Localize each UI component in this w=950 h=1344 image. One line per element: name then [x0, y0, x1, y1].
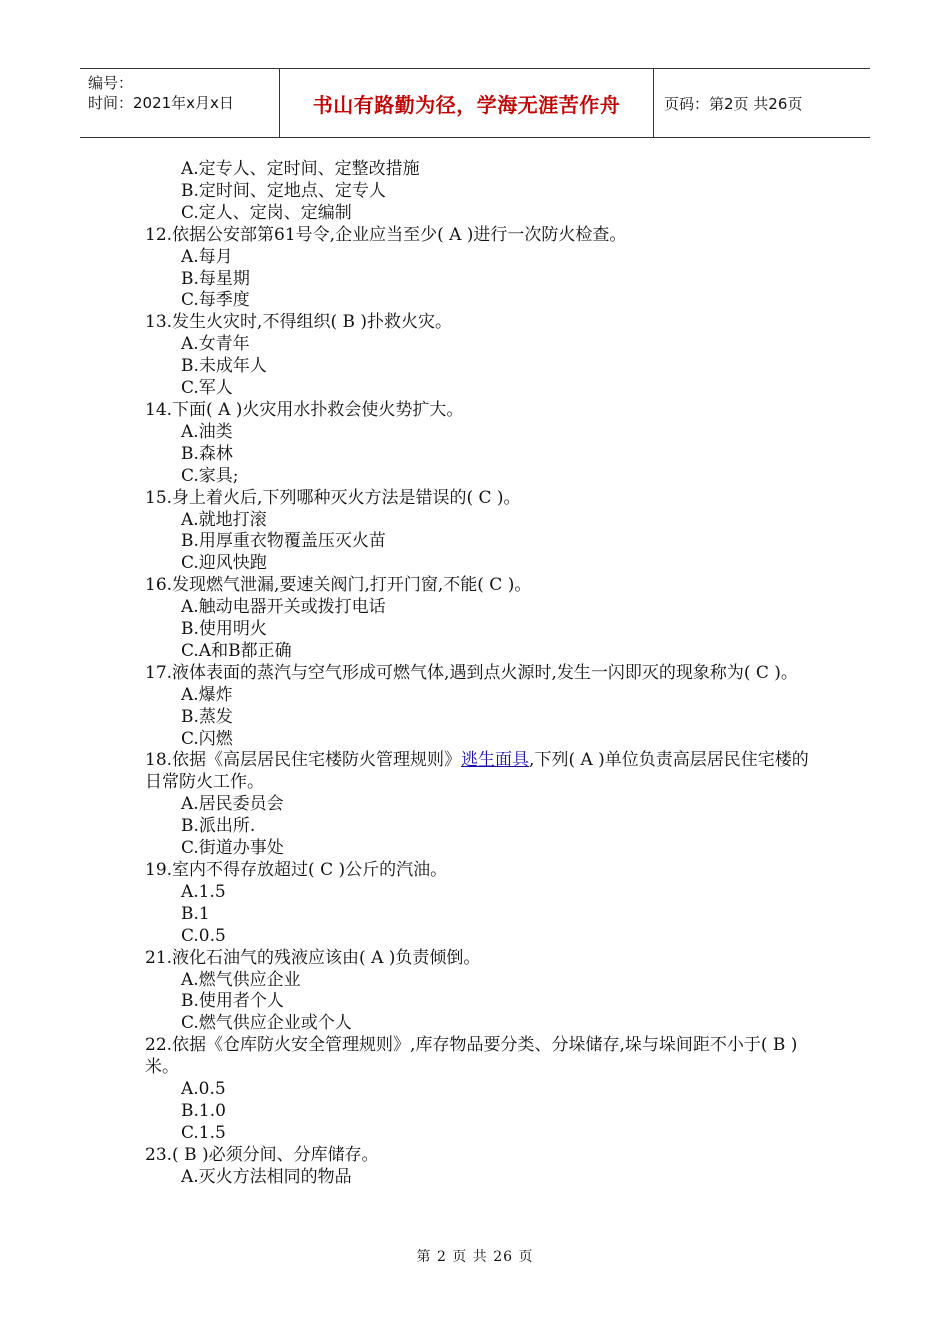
- option: C.燃气供应企业或个人: [181, 1013, 352, 1034]
- option: C.1.5: [181, 1122, 226, 1143]
- option: B.森林: [181, 443, 233, 464]
- question-15: 15.身上着火后,下列哪种灭火方法是错误的( C )。: [145, 487, 521, 508]
- question-18: [145, 750, 810, 794]
- option: A.触动电器开关或拨打电话: [181, 597, 386, 618]
- escape-mask-link[interactable]: 逃生面具: [461, 750, 530, 771]
- question-14: 14.下面( A )火灾用水扑救会使火势扩大。: [145, 399, 464, 420]
- option: B.1: [181, 903, 210, 924]
- question-13: 13.发生火灾时,不得组织( B )扑救火灾。: [145, 312, 453, 333]
- page-header: [80, 68, 870, 138]
- option: B.派出所.: [181, 816, 256, 837]
- header-motto-cell: [280, 69, 654, 137]
- question-23: 23.( B )必须分间、分库储存。: [145, 1144, 379, 1165]
- option: C.迎风快跑: [181, 553, 267, 574]
- question-22: 22.依据《仓库防火安全管理规则》,库存物品要分类、分垛储存,垛与垛间距不小于( B )米。: [145, 1035, 798, 1078]
- option: B.用厚重衣物覆盖压灭火苗: [181, 531, 386, 552]
- option: A.燃气供应企业: [181, 969, 301, 990]
- question-18-text-before: 18.依据《高层居民住宅楼防火管理规则》: [145, 750, 462, 771]
- option: C.街道办事处: [181, 838, 284, 859]
- option: A.0.5: [181, 1079, 226, 1100]
- option: A.女青年: [181, 334, 250, 355]
- question-21: 21.液化石油气的残液应该由( A )负责倾倒。: [145, 947, 481, 968]
- option: C.每季度: [181, 290, 250, 311]
- option: A.1.5: [181, 881, 226, 902]
- option: C.0.5: [181, 925, 226, 946]
- serial-label: 编号：: [88, 74, 134, 92]
- question-17: 17.液体表面的蒸汽与空气形成可燃气体,遇到点火源时,发生一闪即灭的现象称为( C )。: [145, 662, 798, 683]
- option: A.定专人、定时间、定整改措施: [181, 159, 420, 179]
- option: A.灭火方法相同的物品: [181, 1166, 352, 1187]
- option: A.居民委员会: [181, 794, 284, 815]
- option: C.家具;: [181, 465, 239, 486]
- option: C.闪燃: [181, 728, 233, 749]
- question-16: 16.发现燃气泄漏,要速关阀门,打开门窗,不能( C )。: [145, 575, 532, 596]
- option: C.军人: [181, 378, 233, 399]
- question-list: [145, 159, 810, 1189]
- question-19: 19.室内不得存放超过( C )公斤的汽油。: [145, 860, 448, 880]
- header-page-cell: [654, 69, 870, 137]
- page-info: 页码：第2页 共26页: [664, 94, 803, 113]
- option: B.未成年人: [181, 356, 267, 377]
- option: A.每月: [181, 246, 233, 267]
- option: B.蒸发: [181, 706, 233, 727]
- option: B.定时间、定地点、定专人: [181, 180, 386, 201]
- option: B.每星期: [181, 268, 250, 289]
- option: C.A和B都正确: [181, 640, 292, 661]
- motto-text: 书山有路勤为径，学海无涯苦作舟: [312, 92, 621, 117]
- option: C.定人、定岗、定编制: [181, 202, 352, 223]
- option: B.使用明火: [181, 619, 267, 640]
- option: B.1.0: [181, 1100, 226, 1121]
- question-18-text-after: ,下列( A )单位负责高层居民住宅楼的日常防火工作。: [145, 750, 809, 793]
- option: A.爆炸: [181, 684, 233, 705]
- header-meta-cell: [80, 69, 280, 137]
- time-label: 时间：2021年x月x日: [88, 94, 234, 112]
- question-12: 12.依据公安部第61号令,企业应当至少( A )进行一次防火检查。: [145, 224, 627, 245]
- page-footer: 第 2 页 共 26 页: [416, 1249, 534, 1265]
- option: A.就地打滚: [181, 509, 267, 530]
- option: B.使用者个人: [181, 991, 284, 1012]
- option: A.油类: [181, 421, 233, 442]
